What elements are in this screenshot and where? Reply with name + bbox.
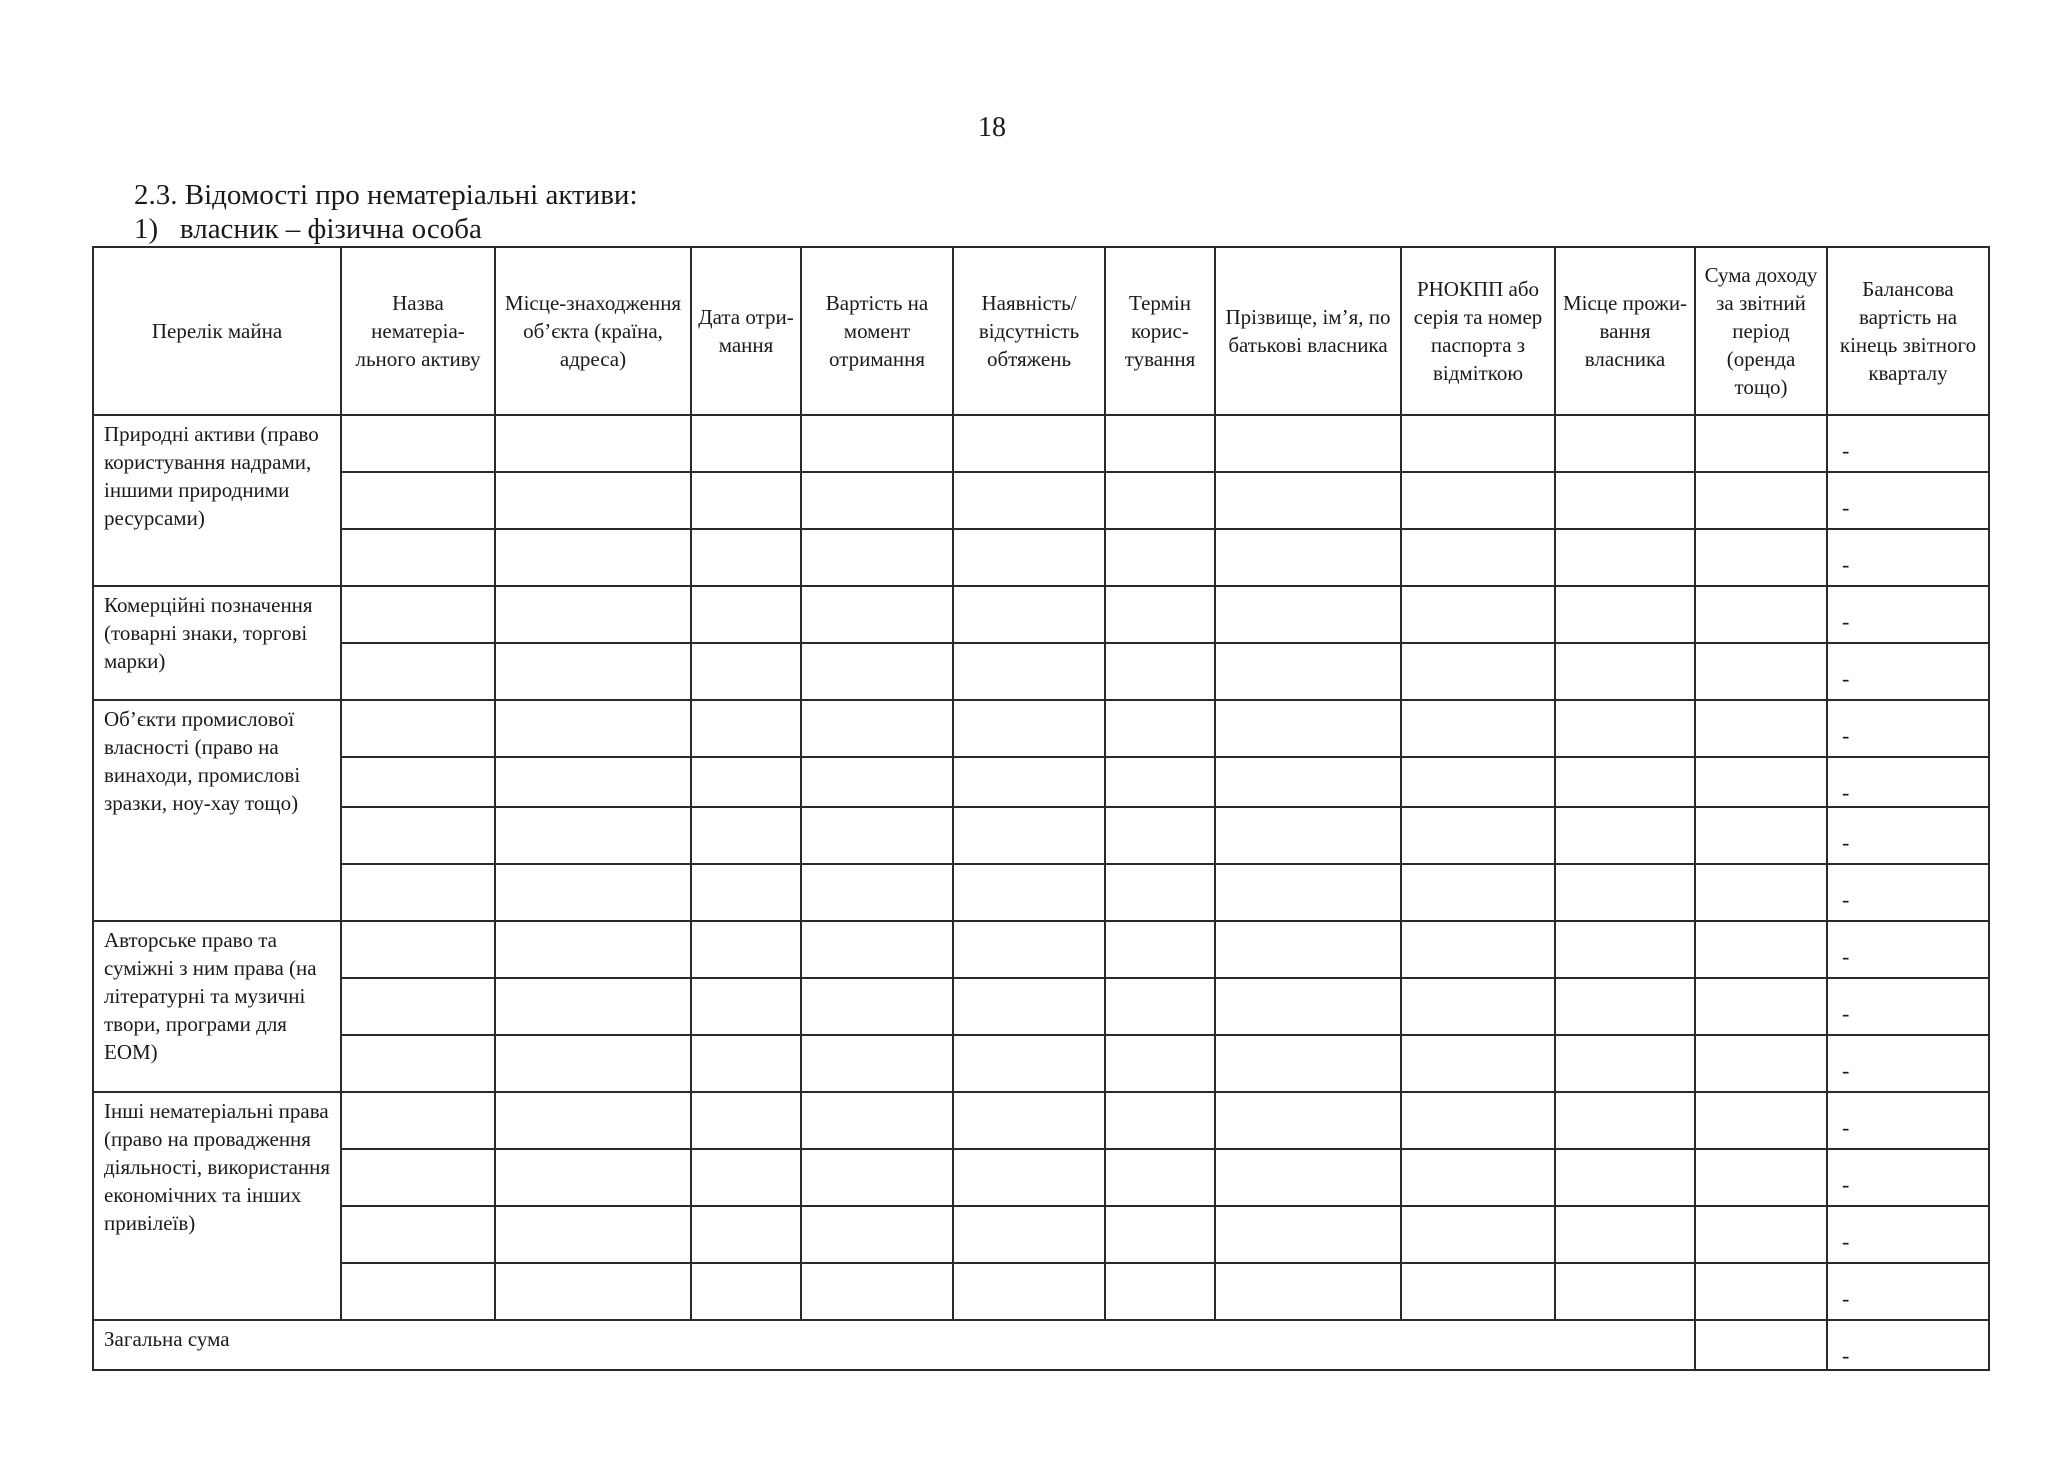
empty-cell <box>341 586 495 643</box>
empty-cell <box>1695 1149 1827 1206</box>
balance-value-cell: - <box>1827 1149 1989 1206</box>
empty-cell <box>495 586 691 643</box>
empty-cell <box>1401 1263 1555 1320</box>
empty-cell <box>1695 1263 1827 1320</box>
empty-cell <box>1105 1149 1215 1206</box>
empty-cell <box>801 1149 953 1206</box>
empty-cell <box>1695 1035 1827 1092</box>
empty-cell <box>1105 1092 1215 1149</box>
table-row <box>93 1035 1989 1092</box>
empty-cell <box>1105 864 1215 921</box>
empty-cell <box>953 1149 1105 1206</box>
header-balance-value: Балансова вартість на кінець звітного кварталу <box>1827 247 1989 415</box>
empty-cell <box>691 757 801 807</box>
empty-cell <box>1401 921 1555 978</box>
empty-cell <box>1215 1263 1401 1320</box>
empty-cell <box>801 807 953 864</box>
page-number: 18 <box>978 112 1006 143</box>
empty-cell <box>1555 807 1695 864</box>
empty-cell <box>495 529 691 586</box>
empty-cell <box>1555 643 1695 700</box>
balance-value-cell: - <box>1827 757 1989 807</box>
empty-cell <box>1105 921 1215 978</box>
category-label: Комерційні позначення (товарні знаки, торгові марки) <box>93 586 341 700</box>
empty-cell <box>801 864 953 921</box>
empty-cell <box>691 1263 801 1320</box>
balance-value-cell: - <box>1827 1263 1989 1320</box>
header-acquisition-date: Дата отри-мання <box>691 247 801 415</box>
balance-value-cell: - <box>1827 700 1989 757</box>
empty-cell <box>495 1206 691 1263</box>
empty-cell <box>341 1035 495 1092</box>
empty-cell <box>953 1092 1105 1149</box>
balance-value-cell: - <box>1827 643 1989 700</box>
table-row <box>93 864 1989 921</box>
table-row <box>93 700 1989 757</box>
empty-cell <box>1555 472 1695 529</box>
total-row <box>93 1320 1989 1370</box>
empty-cell <box>801 978 953 1035</box>
total-income-cell <box>1695 1320 1827 1370</box>
balance-value-cell: - <box>1827 586 1989 643</box>
empty-cell <box>801 529 953 586</box>
empty-cell <box>691 472 801 529</box>
balance-value-cell: - <box>1827 472 1989 529</box>
empty-cell <box>1555 700 1695 757</box>
header-encumbrances: Наявність/ відсутність обтяжень <box>953 247 1105 415</box>
empty-cell <box>953 643 1105 700</box>
empty-cell <box>953 1263 1105 1320</box>
empty-cell <box>1401 472 1555 529</box>
empty-cell <box>1401 1092 1555 1149</box>
empty-cell <box>1555 1035 1695 1092</box>
empty-cell <box>1555 864 1695 921</box>
balance-value-cell: - <box>1827 1035 1989 1092</box>
empty-cell <box>691 529 801 586</box>
empty-cell <box>1555 978 1695 1035</box>
empty-cell <box>1215 807 1401 864</box>
empty-cell <box>1555 921 1695 978</box>
empty-cell <box>691 586 801 643</box>
header-asset-name: Назва нематеріа-льного активу <box>341 247 495 415</box>
empty-cell <box>801 700 953 757</box>
empty-cell <box>801 415 953 472</box>
table-row <box>93 1263 1989 1320</box>
empty-cell <box>953 415 1105 472</box>
empty-cell <box>495 1149 691 1206</box>
empty-cell <box>691 978 801 1035</box>
empty-cell <box>341 1206 495 1263</box>
balance-value-cell: - <box>1827 529 1989 586</box>
empty-cell <box>1401 1035 1555 1092</box>
empty-cell <box>953 864 1105 921</box>
table-body <box>93 415 1989 1370</box>
header-property-list: Перелік майна <box>93 247 341 415</box>
empty-cell <box>1215 643 1401 700</box>
table-row <box>93 807 1989 864</box>
empty-cell <box>341 978 495 1035</box>
empty-cell <box>1401 415 1555 472</box>
empty-cell <box>801 472 953 529</box>
category-label: Об’єкти промислової власності (право на винаходи, промислові зразки, ноу-хау тощо) <box>93 700 341 921</box>
empty-cell <box>1215 586 1401 643</box>
empty-cell <box>495 472 691 529</box>
empty-cell <box>953 586 1105 643</box>
empty-cell <box>801 643 953 700</box>
empty-cell <box>1105 1035 1215 1092</box>
header-usage-term: Термін корис-тування <box>1105 247 1215 415</box>
empty-cell <box>1695 472 1827 529</box>
empty-cell <box>1215 1092 1401 1149</box>
empty-cell <box>691 415 801 472</box>
empty-cell <box>1555 1149 1695 1206</box>
empty-cell <box>1555 529 1695 586</box>
empty-cell <box>1105 529 1215 586</box>
empty-cell <box>1105 807 1215 864</box>
table-row <box>93 472 1989 529</box>
empty-cell <box>341 864 495 921</box>
empty-cell <box>1105 415 1215 472</box>
empty-cell <box>691 807 801 864</box>
table-row <box>93 1149 1989 1206</box>
empty-cell <box>691 1206 801 1263</box>
empty-cell <box>1215 1035 1401 1092</box>
empty-cell <box>1401 529 1555 586</box>
empty-cell <box>341 757 495 807</box>
empty-cell <box>1215 1206 1401 1263</box>
header-income-amount: Сума доходу за звітний період (оренда тощо) <box>1695 247 1827 415</box>
header-location: Місце-знаходження об’єкта (країна, адреса) <box>495 247 691 415</box>
empty-cell <box>1105 978 1215 1035</box>
empty-cell <box>1105 586 1215 643</box>
header-tax-id: РНОКПП або серія та номер паспорта з відміткою <box>1401 247 1555 415</box>
table-row <box>93 757 1989 807</box>
empty-cell <box>801 586 953 643</box>
empty-cell <box>1695 757 1827 807</box>
empty-cell <box>691 1035 801 1092</box>
empty-cell <box>953 472 1105 529</box>
empty-cell <box>1215 472 1401 529</box>
empty-cell <box>495 415 691 472</box>
empty-cell <box>953 807 1105 864</box>
empty-cell <box>341 700 495 757</box>
empty-cell <box>1555 757 1695 807</box>
empty-cell <box>953 700 1105 757</box>
empty-cell <box>1695 864 1827 921</box>
empty-cell <box>495 643 691 700</box>
empty-cell <box>953 1035 1105 1092</box>
balance-value-cell: - <box>1827 864 1989 921</box>
empty-cell <box>341 529 495 586</box>
empty-cell <box>1555 415 1695 472</box>
empty-cell <box>341 921 495 978</box>
empty-cell <box>1105 1263 1215 1320</box>
empty-cell <box>495 921 691 978</box>
empty-cell <box>1555 1092 1695 1149</box>
empty-cell <box>1215 700 1401 757</box>
category-label: Інші нематеріальні права (право на провадження діяльності, використання економічних та інших привілеїв) <box>93 1092 341 1320</box>
empty-cell <box>1401 1149 1555 1206</box>
empty-cell <box>1695 415 1827 472</box>
table-row <box>93 586 1989 643</box>
empty-cell <box>1401 757 1555 807</box>
empty-cell <box>495 864 691 921</box>
empty-cell <box>1401 807 1555 864</box>
balance-value-cell: - <box>1827 415 1989 472</box>
empty-cell <box>1105 700 1215 757</box>
empty-cell <box>341 643 495 700</box>
empty-cell <box>953 757 1105 807</box>
table-row <box>93 415 1989 472</box>
empty-cell <box>1695 978 1827 1035</box>
table-row <box>93 1206 1989 1263</box>
empty-cell <box>691 921 801 978</box>
empty-cell <box>801 1206 953 1263</box>
empty-cell <box>801 1263 953 1320</box>
empty-cell <box>691 1149 801 1206</box>
empty-cell <box>801 757 953 807</box>
table-row <box>93 643 1989 700</box>
table-row <box>93 921 1989 978</box>
empty-cell <box>495 978 691 1035</box>
header-owner-residence: Місце прожи-вання власника <box>1555 247 1695 415</box>
category-label: Авторське право та суміжні з ним права (на літературні та музичні твори, програми для ЕОМ) <box>93 921 341 1092</box>
empty-cell <box>1215 921 1401 978</box>
empty-cell <box>1215 1149 1401 1206</box>
empty-cell <box>1695 1206 1827 1263</box>
empty-cell <box>953 529 1105 586</box>
empty-cell <box>341 472 495 529</box>
empty-cell <box>341 1092 495 1149</box>
empty-cell <box>1215 529 1401 586</box>
empty-cell <box>1695 529 1827 586</box>
empty-cell <box>341 807 495 864</box>
empty-cell <box>801 921 953 978</box>
empty-cell <box>1105 472 1215 529</box>
empty-cell <box>495 1263 691 1320</box>
empty-cell <box>1215 415 1401 472</box>
empty-cell <box>801 1092 953 1149</box>
empty-cell <box>1215 978 1401 1035</box>
empty-cell <box>953 921 1105 978</box>
empty-cell <box>1695 807 1827 864</box>
empty-cell <box>495 757 691 807</box>
empty-cell <box>341 1149 495 1206</box>
empty-cell <box>1215 864 1401 921</box>
total-balance-cell: - <box>1827 1320 1989 1370</box>
empty-cell <box>1401 978 1555 1035</box>
category-label: Природні активи (право користування надрами, іншими природними ресурсами) <box>93 415 341 586</box>
total-label: Загальна сума <box>93 1320 1695 1370</box>
empty-cell <box>1695 586 1827 643</box>
empty-cell <box>1555 586 1695 643</box>
empty-cell <box>1105 1206 1215 1263</box>
subsection-title: 1) власник – фізична особа <box>134 213 482 245</box>
table-header-row <box>93 247 1989 415</box>
balance-value-cell: - <box>1827 978 1989 1035</box>
header-owner-name: Прізвище, ім’я, по батькові власника <box>1215 247 1401 415</box>
empty-cell <box>953 1206 1105 1263</box>
empty-cell <box>1695 700 1827 757</box>
intangible-assets-table <box>92 246 1990 1371</box>
balance-value-cell: - <box>1827 1206 1989 1263</box>
empty-cell <box>1555 1263 1695 1320</box>
empty-cell <box>341 415 495 472</box>
empty-cell <box>691 864 801 921</box>
empty-cell <box>1105 643 1215 700</box>
empty-cell <box>1105 757 1215 807</box>
balance-value-cell: - <box>1827 921 1989 978</box>
section-title: 2.3. Відомості про нематеріальні активи: <box>134 179 638 211</box>
empty-cell <box>495 807 691 864</box>
empty-cell <box>801 1035 953 1092</box>
empty-cell <box>1401 643 1555 700</box>
empty-cell <box>1555 1206 1695 1263</box>
empty-cell <box>691 700 801 757</box>
table-row <box>93 1092 1989 1149</box>
balance-value-cell: - <box>1827 807 1989 864</box>
empty-cell <box>495 700 691 757</box>
empty-cell <box>953 978 1105 1035</box>
empty-cell <box>1401 586 1555 643</box>
empty-cell <box>691 1092 801 1149</box>
empty-cell <box>495 1035 691 1092</box>
empty-cell <box>691 643 801 700</box>
empty-cell <box>1695 643 1827 700</box>
empty-cell <box>341 1263 495 1320</box>
empty-cell <box>495 1092 691 1149</box>
empty-cell <box>1695 921 1827 978</box>
empty-cell <box>1401 864 1555 921</box>
empty-cell <box>1401 700 1555 757</box>
table-row <box>93 529 1989 586</box>
balance-value-cell: - <box>1827 1092 1989 1149</box>
empty-cell <box>1401 1206 1555 1263</box>
empty-cell <box>1215 757 1401 807</box>
empty-cell <box>1695 1092 1827 1149</box>
header-acquisition-value: Вартість на момент отримання <box>801 247 953 415</box>
table-row <box>93 978 1989 1035</box>
